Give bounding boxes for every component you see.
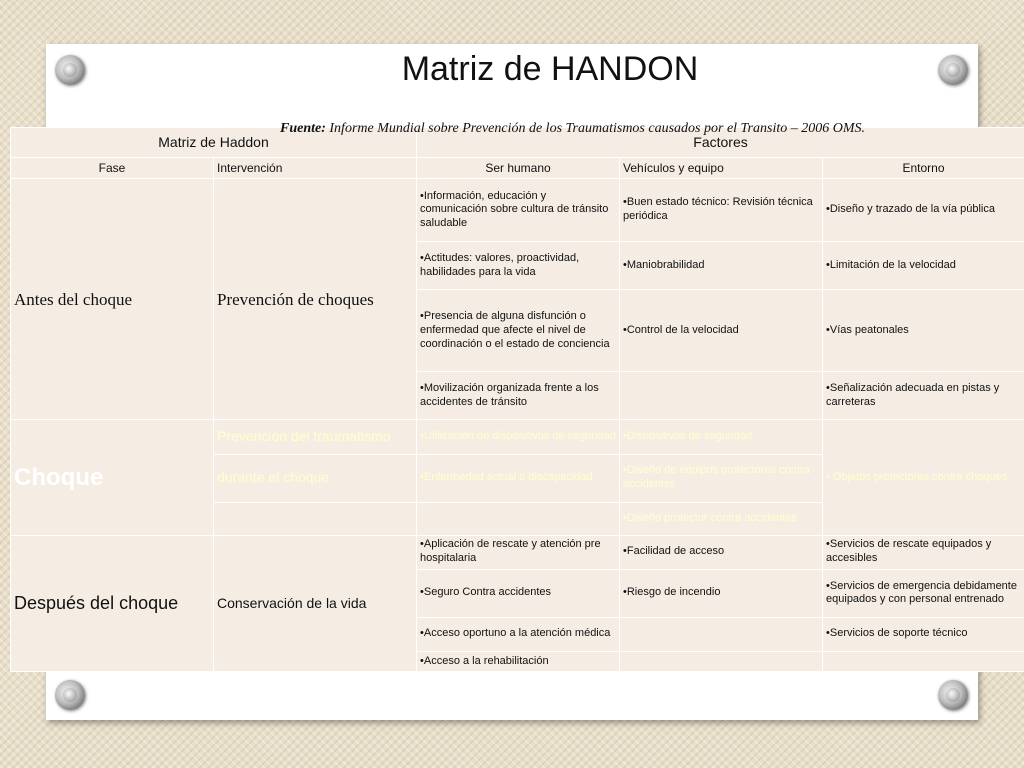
- cell-environment: •Servicios de emergencia debidamente equipados y con personal entrenado: [823, 569, 1024, 617]
- phase-before: Antes del choque: [11, 179, 214, 420]
- cell-environment: •Servicios de soporte técnico: [823, 617, 1024, 651]
- rivet-bottom-left-icon: [55, 680, 85, 710]
- cell-vehicle: •Facilidad de acceso: [620, 535, 823, 569]
- cell-vehicle: •Diseño protector contra accidentes: [620, 502, 823, 535]
- cell-human: [417, 502, 620, 535]
- cell-vehicle: •Riesgo de incendio: [620, 569, 823, 617]
- cell-human: •Seguro Contra accidentes: [417, 569, 620, 617]
- cell-vehicle: •Control de la velocidad: [620, 290, 823, 372]
- rivet-bottom-right-icon: [938, 680, 968, 710]
- cell-environment: •Señalización adecuada en pistas y carreteras: [823, 372, 1024, 420]
- header-vehicle: Vehículos y equipo: [620, 158, 823, 179]
- cell-environment: [823, 651, 1024, 671]
- header-environment: Entorno: [823, 158, 1024, 179]
- cell-environment: •Diseño y trazado de la vía pública: [823, 179, 1024, 242]
- cell-environment: •Vías peatonales: [823, 290, 1024, 372]
- cell-human: •Acceso a la rehabilitación: [417, 651, 620, 671]
- cell-human: •Información, educación y comunicación sobre cultura de tránsito saludable: [417, 179, 620, 242]
- cell-environment: •Servicios de rescate equipados y accesibles: [823, 535, 1024, 569]
- header-intervention: Intervención: [214, 158, 417, 179]
- cell-vehicle: [620, 372, 823, 420]
- intervention-before: Prevención de choques: [214, 179, 417, 420]
- cell-human: •Actitudes: valores, proactividad, habilidades para la vida: [417, 242, 620, 290]
- source-citation: [280, 121, 920, 137]
- phase-crash: Choque: [11, 420, 214, 535]
- cell-vehicle: •Diseño de equipos protectores contra accidentes: [620, 454, 823, 502]
- cell-human: •Presencia de alguna disfunción o enfermedad que afecte el nivel de coordinación o el estado de conciencia: [417, 290, 620, 372]
- haddon-matrix-table: [10, 127, 1024, 672]
- cell-human: •Aplicación de rescate y atención pre hospitalaria: [417, 535, 620, 569]
- cell-human: •Acceso oportuno a la atención médica: [417, 617, 620, 651]
- header-phase: Fase: [11, 158, 214, 179]
- cell-vehicle: [620, 617, 823, 651]
- cell-human: •Enfermedad actual o discapacidad: [417, 454, 620, 502]
- source-text: Informe Mundial sobre Prevención de los Traumatismos causados por el Transito – 2006 OMS.: [329, 121, 866, 136]
- intervention-crash-2: durante el choque: [214, 454, 417, 502]
- header-human: Ser humano: [417, 158, 620, 179]
- header-factors: Factores: [417, 128, 1024, 158]
- table-row: [11, 535, 1024, 569]
- cell-vehicle: •Maniobrabilidad: [620, 242, 823, 290]
- cell-human: •Movilización organizada frente a los accidentes de tránsito: [417, 372, 620, 420]
- table-row: [11, 420, 1024, 454]
- intervention-after: Conservación de la vida: [214, 535, 417, 671]
- cell-human: •Utilización de dispositivos de seguridad: [417, 420, 620, 454]
- intervention-crash-3: [214, 502, 417, 535]
- cell-environment: • Objetos protectores contra choques: [823, 420, 1024, 535]
- table-row: [11, 179, 1024, 242]
- source-label: Fuente:: [280, 121, 326, 136]
- table-subheader-row: [11, 158, 1024, 179]
- cell-vehicle: [620, 651, 823, 671]
- cell-vehicle: •Buen estado técnico: Revisión técnica periódica: [620, 179, 823, 242]
- phase-after: Después del choque: [11, 535, 214, 671]
- cell-environment: •Limitación de la velocidad: [823, 242, 1024, 290]
- cell-vehicle: •Dispositivos de seguridad: [620, 420, 823, 454]
- header-matrix: Matriz de Haddon: [11, 128, 417, 158]
- slide-title: Matriz de HANDON: [401, 50, 699, 88]
- intervention-crash-1: Prevención del traumatismo: [214, 420, 417, 454]
